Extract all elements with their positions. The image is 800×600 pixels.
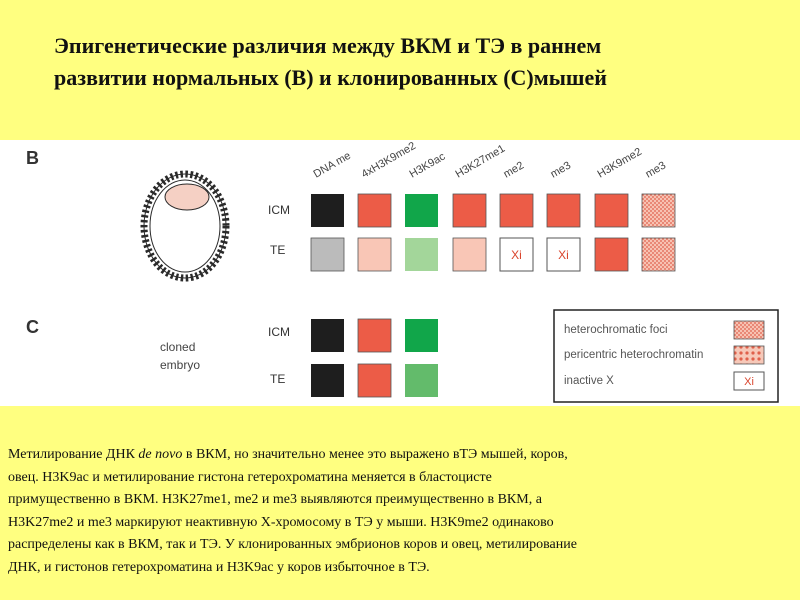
col-header-me3-b: me3 — [643, 159, 669, 181]
cell-b-te-h3k9me2 — [595, 238, 628, 271]
blastocyst-diagram — [144, 174, 226, 278]
caption-before-italic: Метилирование ДНК — [8, 447, 139, 462]
col-header-dna-me: DNA me — [311, 149, 353, 181]
cell-b-icm-me2 — [500, 194, 533, 227]
grid-b-icm — [311, 194, 675, 227]
cell-b-icm-h3k9ac — [405, 194, 438, 227]
cell-c-te-h3k9ac — [405, 364, 438, 397]
legend-label-heterochromatic-foci: heterochromatic foci — [564, 324, 668, 336]
row-label-icm: ICM — [268, 203, 290, 217]
col-header-h3k9ac: H3K9ac — [407, 150, 448, 181]
cell-b-te-4xh3k9me2 — [358, 238, 391, 271]
legend-swatch-xi-text: Xi — [744, 376, 754, 388]
title-line-2: развитии нормальных (В) и клонированных (С)мышей — [54, 65, 607, 90]
cell-b-icm-4xh3k9me2 — [358, 194, 391, 227]
cell-b-te-h3k27me1 — [453, 238, 486, 271]
cell-b-icm-me3-b — [642, 194, 675, 227]
panel-c-label: C — [26, 317, 39, 337]
panel-b-label: B — [26, 148, 39, 168]
cell-c-icm-h3k9ac — [405, 319, 438, 352]
cell-b-te-me2-xi: Xi — [511, 248, 522, 262]
legend-label-inactive-x: inactive X — [564, 375, 614, 387]
col-header-h3k27me1: H3K27me1 — [453, 142, 508, 181]
epigenetic-diagram — [0, 140, 800, 406]
caption-after-italic: в ВКМ, но значительно менее это выражено вТЭ мышей, коров, овец. H3K9ac и метилирование гистона гетерохроматина меняется в бластоцисте примущественно в ВКМ. H3K27me1, me2 и me3 выявляются преимущественно в ВКМ, а H3K27me2 и me3 маркируют неактивную X-хромосому в ТЭ у мыши. H3K9me2 одинаково распределены как в ВКМ, так и ТЭ. У клонированных эмбрионов коров и овец, метилирование ДНК, и гистонов гетерохроматина и H3K9ac у коров избыточное в ТЭ. — [8, 447, 577, 575]
col-header-me2: me2 — [501, 159, 527, 181]
row-label-te-cloned: TE — [270, 372, 286, 386]
slide-title — [54, 30, 774, 94]
figure-panel — [0, 140, 800, 406]
caption-text — [8, 444, 794, 579]
cell-b-te-me3-xi: Xi — [558, 248, 569, 262]
cell-c-icm-4xh3k9me2 — [358, 319, 391, 352]
legend — [554, 310, 778, 402]
cloned-label-2: embryo — [160, 358, 201, 372]
cloned-label-1: cloned — [160, 340, 196, 354]
cell-b-icm-me3 — [547, 194, 580, 227]
cell-b-icm-dna-me — [311, 194, 344, 227]
grid-c-icm — [311, 319, 438, 352]
legend-swatch-heterochromatic-foci — [734, 321, 764, 339]
cell-c-te-dna-me — [311, 364, 344, 397]
row-label-icm-cloned: ICM — [268, 325, 290, 339]
cell-b-te-me3-b — [642, 238, 675, 271]
cell-b-te-dna-me — [311, 238, 344, 271]
legend-swatch-pericentric — [734, 346, 764, 364]
col-header-h3k9me2: H3K9me2 — [595, 145, 644, 181]
cell-b-te-h3k9ac — [405, 238, 438, 271]
caption-italic: de novo — [138, 447, 183, 462]
col-header-4xh3k9me2: 4xH3K9me2 — [359, 140, 418, 181]
col-header-me3: me3 — [548, 159, 574, 181]
cell-b-icm-h3k9me2 — [595, 194, 628, 227]
cell-b-icm-h3k27me1 — [453, 194, 486, 227]
row-label-te: TE — [270, 243, 286, 257]
grid-c-te — [311, 364, 438, 397]
title-line-1: Эпигенетические различия между ВКМ и ТЭ в раннем — [54, 33, 602, 58]
cell-c-icm-dna-me — [311, 319, 344, 352]
legend-label-pericentric: pericentric heterochromatin — [564, 349, 704, 361]
cell-c-te-4xh3k9me2 — [358, 364, 391, 397]
grid-b-te — [311, 238, 675, 271]
